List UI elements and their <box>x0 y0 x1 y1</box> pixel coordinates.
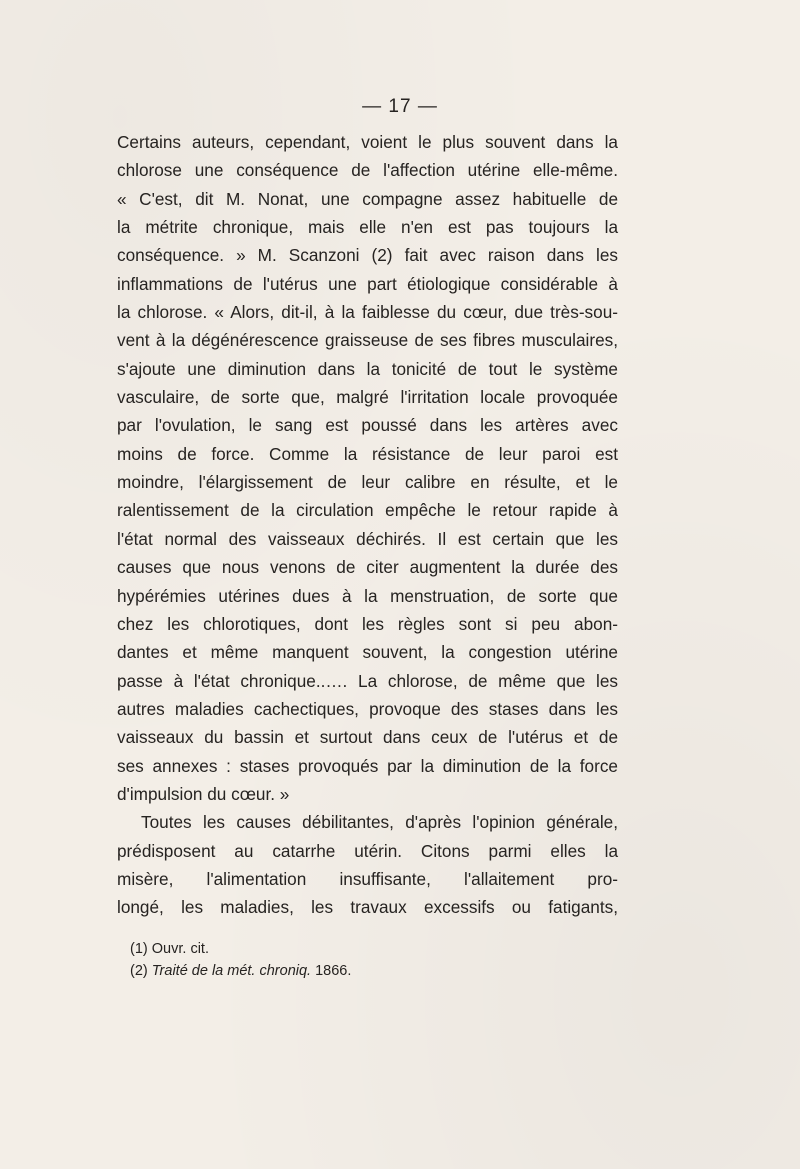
footnote-marker: (1) <box>130 941 148 957</box>
text-line: la métrite chronique, mais elle n'en est pas toujours la <box>117 217 618 238</box>
text-line: l'état normal des vaisseaux déchirés. Il est certain que les <box>117 528 618 549</box>
page-number: — 17 — <box>362 96 438 117</box>
body-text <box>117 128 618 922</box>
text-line: Certains auteurs, cependant, voient le plus souvent dans la <box>117 132 618 152</box>
text-line: conséquence. » M. Scanzoni (2) fait avec raison dans les <box>117 245 618 266</box>
text-line: prédisposent au catarrhe utérin. Citons parmi elles la <box>117 840 618 861</box>
footnote-title: Traité de la mét. chroniq. <box>151 963 312 979</box>
text-line: ralentissement de la circulation empêche le retour rapide à <box>117 500 618 521</box>
text-line: passe à l'état chronique..…. La chlorose, de même que les <box>117 670 618 691</box>
footnote-2 <box>130 960 610 982</box>
text-line: ses annexes : stases provoqués par la diminution de la force <box>117 755 618 776</box>
text-line: Toutes les causes débilitantes, d'après l'opinion générale, <box>141 812 618 833</box>
text-line: vasculaire, de sorte que, malgré l'irritation locale provoquée <box>117 387 618 408</box>
text-line: vaisseaux du bassin et surtout dans ceux de l'utérus et de <box>117 727 618 748</box>
text-line: moins de force. Comme la résistance de leur paroi est <box>117 443 618 464</box>
footnotes <box>130 938 610 982</box>
text-line: dantes et même manquent souvent, la congestion utérine <box>117 642 618 663</box>
text-line: la chlorose. « Alors, dit-il, à la faiblesse du cœur, due très-sou- <box>117 302 618 323</box>
text-line: « C'est, dit M. Nonat, une compagne assez habituelle de <box>117 188 618 209</box>
text-line: inflammations de l'utérus une part étiologique considérable à <box>117 273 618 294</box>
footnote-year: 1866. <box>315 963 352 979</box>
text-line: chlorose une conséquence de l'affection utérine elle-même. <box>117 160 618 181</box>
text-line: par l'ovulation, le sang est poussé dans les artères avec <box>117 415 618 436</box>
text-line: vent à la dégénérescence graisseuse de ses fibres musculaires, <box>117 330 618 351</box>
text-line: longé, les maladies, les travaux excessifs ou fatigants, <box>117 897 618 918</box>
text-line: hypérémies utérines dues à la menstruation, de sorte que <box>117 585 618 606</box>
text-line: chez les chlorotiques, dont les règles sont si peu abon- <box>117 613 618 634</box>
text-line: d'impulsion du cœur. » <box>117 783 290 804</box>
footnote-marker: (2) <box>130 963 148 979</box>
text-line: autres maladies cachectiques, provoque des stases dans les <box>117 698 618 719</box>
text-line: causes que nous venons de citer augmentent la durée des <box>117 557 618 578</box>
text-line: s'ajoute une diminution dans la tonicité de tout le système <box>117 358 618 379</box>
text-line: misère, l'alimentation insuffisante, l'allaitement pro- <box>117 868 618 889</box>
text-line: moindre, l'élargissement de leur calibre en résulte, et le <box>117 472 618 493</box>
footnote-text: Ouvr. cit. <box>151 941 209 957</box>
footnote-1 <box>130 938 610 960</box>
